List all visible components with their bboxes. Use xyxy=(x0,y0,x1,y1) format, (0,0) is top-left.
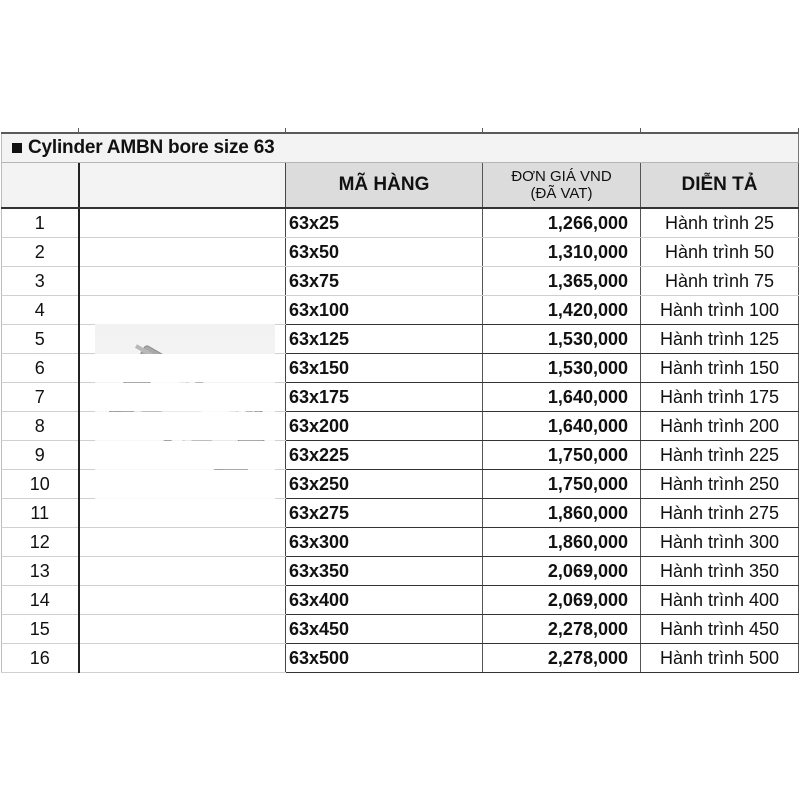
table-row xyxy=(2,441,799,470)
unit-price: 1,310,000 xyxy=(483,238,641,267)
table-row xyxy=(2,470,799,499)
description: Hành trình 125 xyxy=(641,325,799,354)
table-row xyxy=(2,238,799,267)
row-number: 6 xyxy=(2,354,79,383)
row-number: 13 xyxy=(2,557,79,586)
row-number: 1 xyxy=(2,208,79,238)
image-cell xyxy=(79,470,286,499)
table-title-row xyxy=(1,134,799,163)
product-code: 63x250 xyxy=(286,470,483,499)
description: Hành trình 500 xyxy=(641,644,799,673)
price-table xyxy=(1,163,799,673)
image-cell xyxy=(79,267,286,296)
product-code: 63x500 xyxy=(286,644,483,673)
description: Hành trình 400 xyxy=(641,586,799,615)
description: Hành trình 250 xyxy=(641,470,799,499)
product-code: 63x100 xyxy=(286,296,483,325)
header-unit-price xyxy=(483,163,641,208)
product-code: 63x50 xyxy=(286,238,483,267)
header-unit-price-line1: ĐƠN GIÁ VND xyxy=(511,168,612,185)
description: Hành trình 150 xyxy=(641,354,799,383)
row-number: 12 xyxy=(2,528,79,557)
header-image xyxy=(79,163,286,208)
square-bullet-icon xyxy=(12,143,22,153)
row-number: 11 xyxy=(2,499,79,528)
description: Hành trình 175 xyxy=(641,383,799,412)
description: Hành trình 350 xyxy=(641,557,799,586)
unit-price: 1,750,000 xyxy=(483,441,641,470)
table-title: Cylinder AMBN bore size 63 xyxy=(28,137,275,158)
image-cell xyxy=(79,325,286,354)
table-row xyxy=(2,267,799,296)
table-row xyxy=(2,644,799,673)
product-code: 63x25 xyxy=(286,208,483,238)
unit-price: 1,640,000 xyxy=(483,412,641,441)
image-cell xyxy=(79,499,286,528)
description: Hành trình 275 xyxy=(641,499,799,528)
image-cell xyxy=(79,412,286,441)
row-number: 16 xyxy=(2,644,79,673)
row-number: 14 xyxy=(2,586,79,615)
product-code: 63x175 xyxy=(286,383,483,412)
header-unit-price-line2: (ĐÃ VAT) xyxy=(530,185,593,202)
row-number: 9 xyxy=(2,441,79,470)
product-code: 63x350 xyxy=(286,557,483,586)
description: Hành trình 100 xyxy=(641,296,799,325)
product-code: 63x200 xyxy=(286,412,483,441)
product-code: 63x275 xyxy=(286,499,483,528)
header-index xyxy=(2,163,79,208)
row-number: 5 xyxy=(2,325,79,354)
unit-price: 1,266,000 xyxy=(483,208,641,238)
image-cell xyxy=(79,557,286,586)
description: Hành trình 225 xyxy=(641,441,799,470)
image-cell xyxy=(79,296,286,325)
table-row xyxy=(2,615,799,644)
product-code: 63x75 xyxy=(286,267,483,296)
table-row xyxy=(2,383,799,412)
row-number: 15 xyxy=(2,615,79,644)
table-row xyxy=(2,586,799,615)
image-cell xyxy=(79,238,286,267)
table-row xyxy=(2,557,799,586)
header-description: DIỄN TẢ xyxy=(641,163,799,208)
unit-price: 1,365,000 xyxy=(483,267,641,296)
unit-price: 2,278,000 xyxy=(483,644,641,673)
row-number: 2 xyxy=(2,238,79,267)
image-cell xyxy=(79,644,286,673)
row-number: 4 xyxy=(2,296,79,325)
table-row xyxy=(2,499,799,528)
image-cell xyxy=(79,441,286,470)
unit-price: 2,069,000 xyxy=(483,586,641,615)
image-cell xyxy=(79,528,286,557)
unit-price: 1,860,000 xyxy=(483,528,641,557)
description: Hành trình 50 xyxy=(641,238,799,267)
header-product-code: MÃ HÀNG xyxy=(286,163,483,208)
product-code: 63x125 xyxy=(286,325,483,354)
product-code: 63x225 xyxy=(286,441,483,470)
table-row xyxy=(2,325,799,354)
image-cell xyxy=(79,208,286,238)
product-code: 63x150 xyxy=(286,354,483,383)
header-row xyxy=(2,163,799,208)
product-code: 63x400 xyxy=(286,586,483,615)
row-number: 7 xyxy=(2,383,79,412)
unit-price: 1,860,000 xyxy=(483,499,641,528)
description: Hành trình 75 xyxy=(641,267,799,296)
product-code: 63x450 xyxy=(286,615,483,644)
unit-price: 1,420,000 xyxy=(483,296,641,325)
row-number: 8 xyxy=(2,412,79,441)
unit-price: 1,750,000 xyxy=(483,470,641,499)
description: Hành trình 450 xyxy=(641,615,799,644)
unit-price: 1,530,000 xyxy=(483,325,641,354)
table-row xyxy=(2,412,799,441)
description: Hành trình 200 xyxy=(641,412,799,441)
unit-price: 1,640,000 xyxy=(483,383,641,412)
unit-price: 1,530,000 xyxy=(483,354,641,383)
unit-price: 2,069,000 xyxy=(483,557,641,586)
table-row xyxy=(2,528,799,557)
description: Hành trình 300 xyxy=(641,528,799,557)
image-cell xyxy=(79,354,286,383)
unit-price: 2,278,000 xyxy=(483,615,641,644)
image-cell xyxy=(79,586,286,615)
table-row xyxy=(2,354,799,383)
table-row xyxy=(2,208,799,238)
table-row xyxy=(2,296,799,325)
image-cell xyxy=(79,615,286,644)
image-cell xyxy=(79,383,286,412)
row-number: 3 xyxy=(2,267,79,296)
description: Hành trình 25 xyxy=(641,208,799,238)
product-code: 63x300 xyxy=(286,528,483,557)
row-number: 10 xyxy=(2,470,79,499)
